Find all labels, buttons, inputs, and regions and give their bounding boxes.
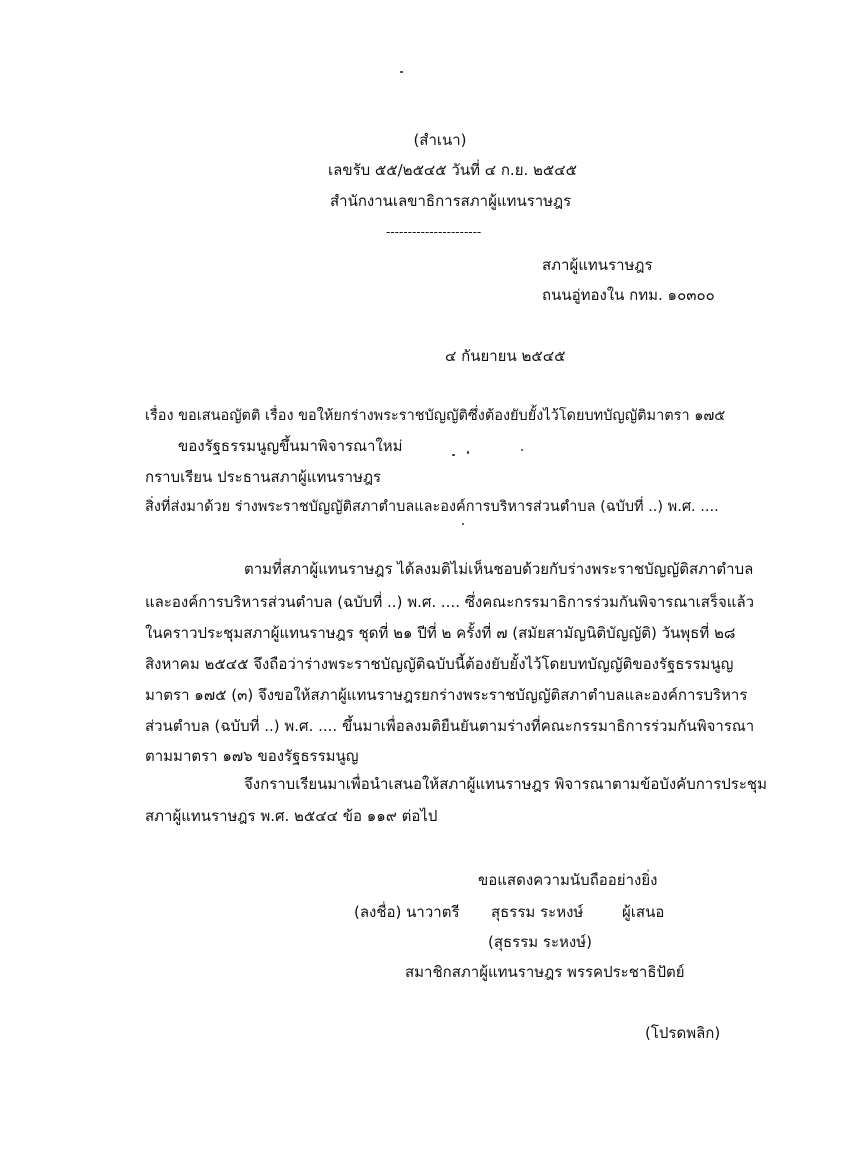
letter-date: ๔ กันยายน ๒๕๔๕ <box>445 347 566 365</box>
scan-speck <box>462 523 464 525</box>
body-p1-line: สิงหาคม ๒๕๔๕ จึงถือว่าร่างพระราชบัญญัติฉบับนี้ต้องยับยั้งไว้โดยบทบัญญัติของรัฐธรรมนูญ <box>145 655 734 673</box>
subject-line-1: เรื่อง ขอเสนอญัตติ เรื่อง ขอให้ยกร่างพระราชบัญญัติซึ่งต้องยับยั้งไว้โดยบทบัญญัติมาตรา ๑๗๕ <box>145 408 726 424</box>
scan-speck <box>467 451 469 454</box>
body-p1-line: ส่วนตำบล (ฉบับที่ ..) พ.ศ. .... ขึ้นมาเพื่อลงมติยืนยันตามร่างที่คณะกรรมาธิการร่วมกันพิจารณา <box>145 717 755 735</box>
closing-regards: ขอแสดงความนับถืออย่างยิ่ง <box>478 871 658 889</box>
header-divider: ---------------------- <box>386 225 482 239</box>
signed-prefix: (ลงชื่อ) นาวาตรี <box>354 903 460 921</box>
salutation: กราบเรียน ประธานสภาผู้แทนราษฎร <box>145 468 382 486</box>
signer-role: ผู้เสนอ <box>622 903 665 921</box>
scan-speck <box>452 454 455 456</box>
body-p1-line: ตามที่สภาผู้แทนราษฎร ได้ลงมติไม่เห็นชอบด้วยกับร่างพระราชบัญญัติสภาตำบล <box>244 560 754 578</box>
scan-speck <box>400 71 403 73</box>
body-p1-line: ในคราวประชุมสภาผู้แทนราษฎร ชุดที่ ๒๑ ปีที่ ๒ ครั้งที่ ๗ (สมัยสามัญนิติบัญญัติ) วันพุธที่ ๒๘ <box>145 624 736 642</box>
signer-position: สมาชิกสภาผู้แทนราษฎร พรรคประชาธิปัตย์ <box>405 963 685 981</box>
turn-over-note: (โปรดพลิก) <box>645 1024 721 1042</box>
address-line-1: สภาผู้แทนราษฎร <box>542 256 653 274</box>
printed-name: (สุธรรม ระหงษ์) <box>488 933 592 951</box>
body-p2-line: สภาผู้แทนราษฎร พ.ศ. ๒๕๔๔ ข้อ ๑๑๙ ต่อไป <box>145 807 438 825</box>
body-p1-line: และองค์การบริหารส่วนตำบล (ฉบับที่ ..) พ.ศ. .... ซึ่งคณะกรรมาธิการร่วมกันพิจารณาเสร็จแล้ว <box>145 593 755 611</box>
address-line-2: ถนนอู่ทองใน กทม. ๑๐๓๐๐ <box>542 286 715 304</box>
subject-line-2: ของรัฐธรรมนูญขึ้นมาพิจารณาใหม่ <box>178 437 403 455</box>
scan-speck <box>521 449 523 451</box>
enclosure: สิ่งที่ส่งมาด้วย ร่างพระราชบัญญัติสภาตำบลและองค์การบริหารส่วนตำบล (ฉบับที่ ..) พ.ศ. .... <box>145 499 719 515</box>
body-p1-line: มาตรา ๑๗๕ (๓) จึงขอให้สภาผู้แทนราษฎรยกร่างพระราชบัญญัติสภาตำบลและองค์การบริหาร <box>145 686 748 704</box>
body-p1-line: ตามมาตรา ๑๗๖ ของรัฐธรรมนูญ <box>145 747 359 765</box>
signer-name: สุธรรม ระหงษ์ <box>491 903 584 921</box>
body-p2-line: จึงกราบเรียนมาเพื่อนำเสนอให้สภาผู้แทนราษฎร พิจารณาตามข้อบังคับการประชุม <box>244 775 767 793</box>
office-name: สำนักงานเลขาธิการสภาผู้แทนราษฎร <box>330 192 572 210</box>
copy-mark: (สำเนา) <box>413 131 467 149</box>
receipt-line: เลขรับ ๕๕/๒๕๔๕ วันที่ ๔ ก.ย. ๒๕๔๕ <box>328 161 577 179</box>
